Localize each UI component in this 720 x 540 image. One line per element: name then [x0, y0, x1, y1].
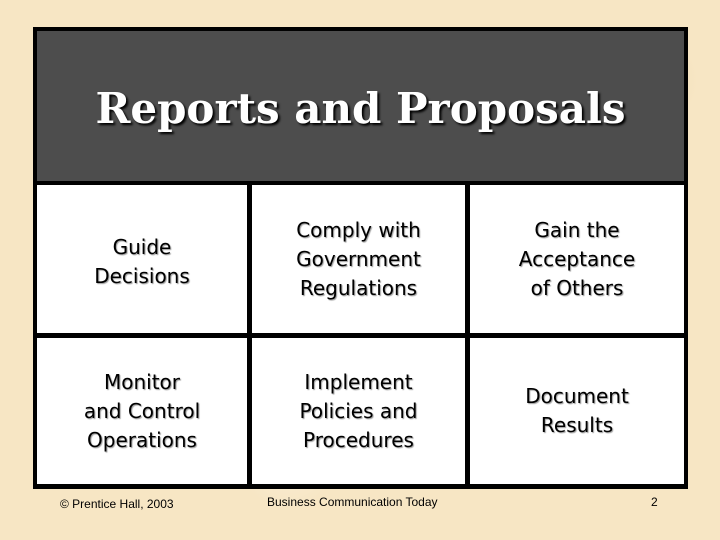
- grid-cell-monitor-control: [37, 338, 247, 484]
- grid-cell-gain-acceptance: [470, 185, 684, 333]
- grid-cell-implement-policies: [252, 338, 465, 484]
- cell-label: Gain the Acceptance of Others: [518, 217, 636, 300]
- purpose-grid: [37, 185, 684, 485]
- grid-cell-document-results: [470, 338, 684, 484]
- footer-course-title: Business Communication Today: [267, 495, 438, 509]
- grid-cell-guide-decisions: [37, 185, 247, 333]
- grid-cell-comply-regulations: [252, 185, 465, 333]
- slide-title: Reports and Proposals: [95, 84, 626, 133]
- cell-label: Document Results: [525, 384, 629, 437]
- footer-copyright: © Prentice Hall, 2003: [60, 497, 174, 511]
- title-bar: [37, 31, 684, 181]
- slide-frame: [33, 27, 688, 489]
- cell-label: Implement Policies and Procedures: [299, 369, 418, 452]
- footer-page-number: 2: [651, 495, 658, 509]
- cell-label: Monitor and Control Operations: [83, 369, 201, 452]
- cell-label: Comply with Government Regulations: [296, 217, 421, 300]
- cell-label: Guide Decisions: [94, 235, 190, 288]
